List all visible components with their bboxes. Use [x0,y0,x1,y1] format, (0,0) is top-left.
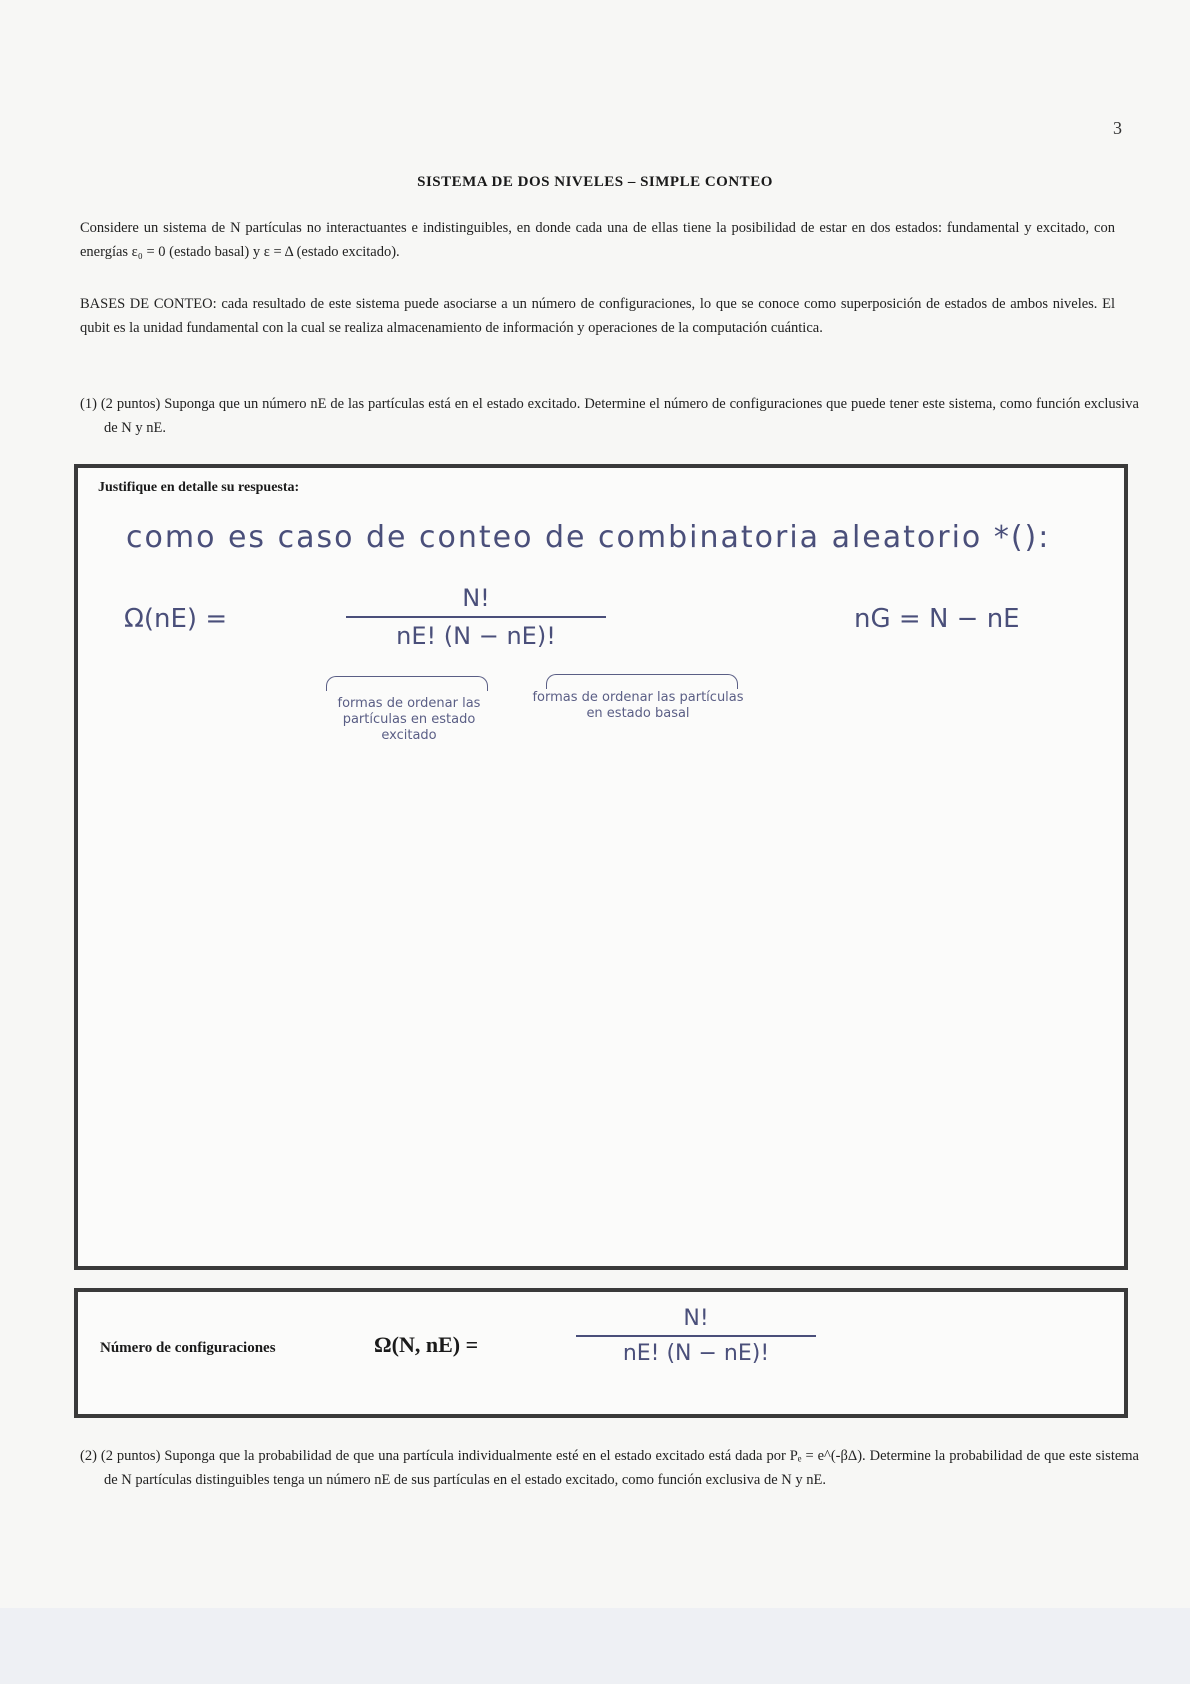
handwritten-note-right: formas de ordenar las partículas en estado basal [532,690,744,721]
intro-paragraph-1: Considere un sistema de N partículas no interactuantes e indistinguibles, en donde cada una de ellas tiene la posibilidad de estar en dos estados: fundamental y excitado, con energías ε₀ = 0 (estado basal) y ε = Δ (estado excitado). [80,220,1115,260]
page-number: 3 [1113,118,1122,138]
result-fraction-bar [576,1335,816,1337]
result-fraction [576,1306,816,1366]
intro-paragraph-2: BASES DE CONTEO: cada resultado de este sistema puede asociarse a un número de configuraciones, lo que se conoce como superposición de estados de ambos niveles. El qubit es la unidad fundamental con la cual se realiza almacenamiento de información y operaciones de la computación cuántica. [80,296,1115,336]
handwritten-line-1: como es caso de conteo de combinatoria aleatorio *(): [126,520,1051,555]
fraction-numerator: N! [462,584,490,612]
question-2: (2) (2 puntos) Suponga que la probabilidad de que una partícula individualmente esté en el estado excitado está dada por Pₑ = e^(-βΔ). Determine la probabilidad de que este sistema de N partículas distinguibles tenga un número nE de sus partículas en el estado excitado, como función exclusiva de N y nE. [80,1448,1139,1488]
document-title: SISTEMA DE DOS NIVELES – SIMPLE CONTEO [417,174,773,190]
handwritten-side-equation: nG = N − nE [854,604,1020,634]
brace-left [326,676,488,691]
brace-right [546,674,738,689]
handwritten-omega: Ω(nE) = [124,604,228,634]
answer-result-box [74,1288,1128,1418]
result-fraction-denominator: nE! (N − nE)! [622,1341,770,1366]
result-fraction-numerator: N! [683,1306,709,1331]
answer-work-box [74,464,1128,1270]
work-box-label: Justifique en detalle su respuesta: [98,480,300,495]
question-1: (1) (2 puntos) Suponga que un número nE de las partículas está en el estado excitado. Determine el número de configuraciones que puede tener este sistema, como función exclusiva de N y nE. [80,396,1139,436]
scan-bottom-band [0,1608,1190,1684]
handwritten-note-left: formas de ordenar las partículas en estado excitado [337,696,481,743]
fraction-bar [346,616,606,618]
result-equation-lhs: Ω(N, nE) = [374,1332,479,1357]
fraction-denominator: nE! (N − nE)! [396,622,556,650]
handwritten-fraction [346,584,606,650]
result-label: Número de configuraciones [100,1340,276,1356]
